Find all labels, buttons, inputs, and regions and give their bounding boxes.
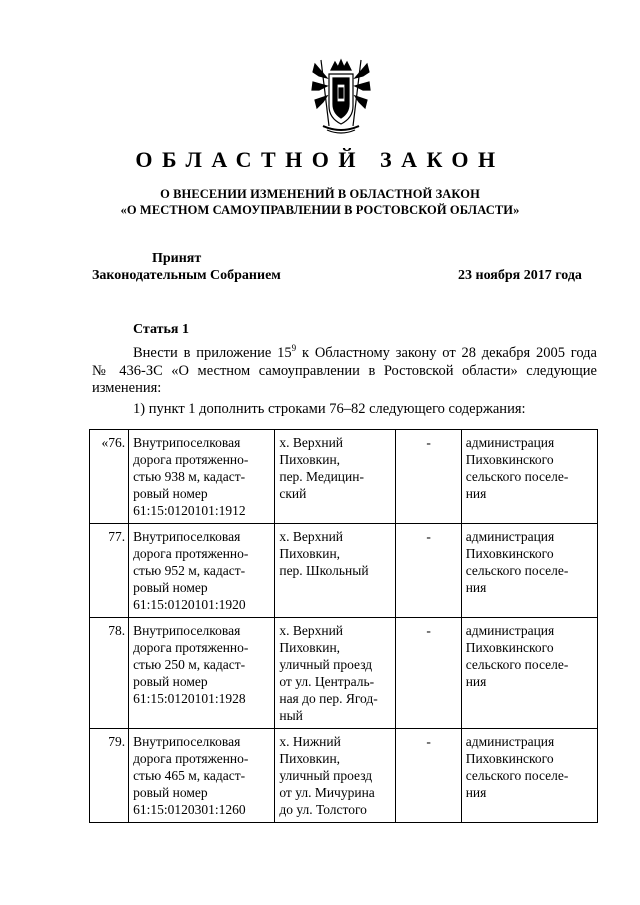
administration-cell: администрация Пиховкинского сельского поселе- ния — [461, 430, 597, 524]
row-number-cell: «76. — [90, 430, 129, 524]
coat-of-arms-emblem-icon — [309, 56, 373, 136]
row-number-cell: 77. — [90, 524, 129, 618]
paragraph-1-line-2: № 436-ЗС «О местном самоуправлении в Ростовской области» следующие — [92, 362, 597, 379]
table-row — [90, 524, 598, 618]
article-paragraph-2: 1) пункт 1 дополнить строками 76–82 следующего содержания: — [133, 401, 526, 417]
table-row — [90, 729, 598, 823]
table-row — [90, 618, 598, 729]
appendix-superscript: 9 — [291, 343, 297, 353]
paragraph-1-line-1: Внести в приложение $15^9$ к Областному закону от 28 декабря 2005 года — [133, 343, 597, 361]
road-description-cell: Внутрипоселковая дорога протяженно- стью 952 м, кадаст- ровый номер 61:15:0120101:1920 — [129, 524, 275, 618]
adopted-label: Принят — [152, 251, 202, 266]
table-row — [90, 430, 598, 524]
article-paragraph-1 — [92, 345, 597, 398]
law-subtitle-line-2: «О МЕСТНОМ САМОУПРАВЛЕНИИ В РОСТОВСКОЙ ОБЛАСТИ» — [120, 203, 520, 217]
law-subtitle-line-1: О ВНЕСЕНИИ ИЗМЕНЕНИЙ В ОБЛАСТНОЙ ЗАКОН — [160, 187, 480, 201]
road-description-cell: Внутрипоселковая дорога протяженно- стью 465 м, кадаст- ровый номер 61:15:0120301:1260 — [129, 729, 275, 823]
road-location-cell: х. Верхний Пиховкин, пер. Школьный — [275, 524, 395, 618]
road-description-cell: Внутрипоселковая дорога протяженно- стью 250 м, кадаст- ровый номер 61:15:0120101:1928 — [129, 618, 275, 729]
road-location-cell: х. Верхний Пиховкин, уличный проезд от ул. Централь- ная до пер. Ягод- ный — [275, 618, 395, 729]
law-title: ОБЛАСТНОЙ ЗАКОН — [135, 147, 505, 172]
road-location-cell: х. Верхний Пиховкин, пер. Медицин- ский — [275, 430, 395, 524]
road-location-cell: х. Нижний Пиховкин, уличный проезд от ул. Мичурина до ул. Толстого — [275, 729, 395, 823]
row-number-cell: 78. — [90, 618, 129, 729]
empty-value-cell: - — [395, 618, 461, 729]
administration-cell: администрация Пиховкинского сельского поселе- ния — [461, 524, 597, 618]
road-description-cell: Внутрипоселковая дорога протяженно- стью 938 м, кадаст- ровый номер 61:15:0120101:1912 — [129, 430, 275, 524]
empty-value-cell: - — [395, 729, 461, 823]
row-number-cell: 79. — [90, 729, 129, 823]
adopted-date: 23 ноября 2017 года — [458, 268, 582, 283]
empty-value-cell: - — [395, 524, 461, 618]
article-title: Статья 1 — [133, 322, 189, 337]
administration-cell: администрация Пиховкинского сельского поселе- ния — [461, 618, 597, 729]
empty-value-cell: - — [395, 430, 461, 524]
administration-cell: администрация Пиховкинского сельского поселе- ния — [461, 729, 597, 823]
adopted-by-label: Законодательным Собранием — [92, 268, 281, 283]
paragraph-1-line-3: изменения: — [92, 380, 162, 396]
roads-table — [89, 429, 598, 823]
